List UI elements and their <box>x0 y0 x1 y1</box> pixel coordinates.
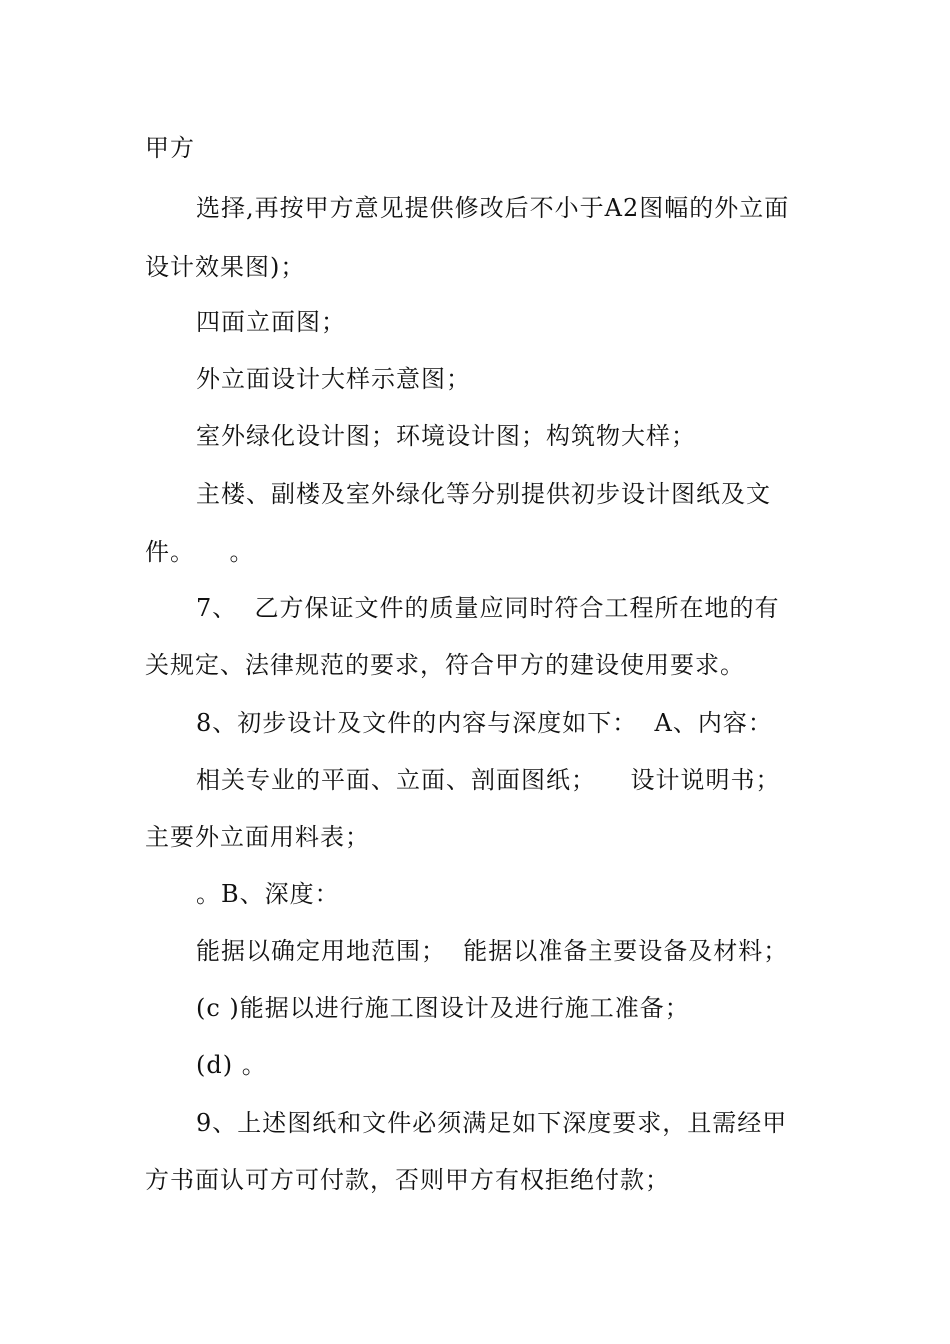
text-line: 四面立面图； <box>196 308 346 336</box>
text-line: 。B、深度： <box>196 880 340 908</box>
text-line: 外立面设计大样示意图； <box>196 365 471 393</box>
text-line: 件。 。 <box>145 538 255 566</box>
text-line: 8、初步设计及文件的内容与深度如下： A、内容： <box>196 709 773 737</box>
text-line: 设计效果图)； <box>145 253 306 281</box>
text-line: 主楼、副楼及室外绿化等分别提供初步设计图纸及文 <box>196 480 771 508</box>
text-line: 9、上述图纸和文件必须满足如下深度要求，且需经甲 <box>196 1109 788 1137</box>
text-line: 主要外立面用料表； <box>145 823 370 851</box>
text-line: 方书面认可方可付款，否则甲方有权拒绝付款； <box>145 1166 670 1194</box>
text-line: 选择,再按甲方意见提供修改后不小于A2图幅的外立面 <box>196 194 790 222</box>
text-line: 7、 乙方保证文件的质量应同时符合工程所在地的有 <box>196 594 780 622</box>
text-line: 室外绿化设计图；环境设计图；构筑物大样； <box>196 422 696 450</box>
text-line: 能据以确定用地范围； 能据以准备主要设备及材料； <box>196 937 789 965</box>
text-line: (d) 。 <box>196 1051 267 1079</box>
text-line: 相关专业的平面、立面、剖面图纸； 设计说明书； <box>196 766 781 794</box>
text-line: 关规定、法律规范的要求，符合甲方的建设使用要求。 <box>145 651 745 679</box>
text-line: (c )能据以进行施工图设计及进行施工准备； <box>196 994 690 1022</box>
text-line: 甲方 <box>145 134 195 162</box>
